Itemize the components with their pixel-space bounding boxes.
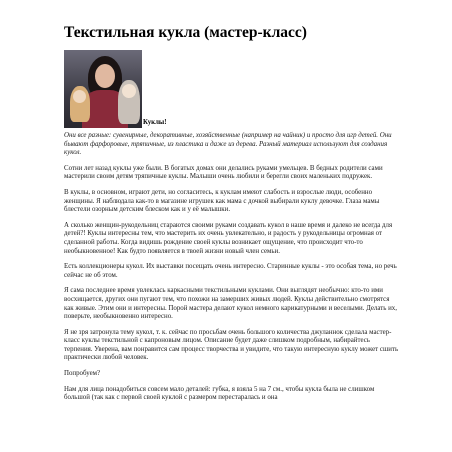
article-body xyxy=(64,132,400,410)
paragraph: А сколько женщин-рукодельниц стараются своими руками создавать кукол в наше время и далеко не всегда для детей?! Куклы интересны тем, что мастерить их очень увлекательно, и радость у рукодельницы огромная от сделанной работы. Когда видишь рождение своей куклы возникает ощущение, что происходит что-то необыкновенное! Как будто появляется в твоей жизни новый член семьи. xyxy=(64,221,393,255)
paragraph: Я не зря затронула тему кукол, т. к. сейчас по просьбам очень большого количества джуланнок сделала мастер-класс куклы текстильной с капроновым лицом. Описание будет даже слишком подробным, набирайтесь терпения. Уверена, вам понравится сам процесс творчества и увидите, что такую интересную куклу может сшить практически любой человек. xyxy=(64,328,399,362)
photo-caption: Куклы! xyxy=(143,119,167,126)
paragraph: Попробуем? xyxy=(64,370,101,378)
dolls-photo xyxy=(64,50,142,128)
paragraph: Я сама последнее время увлеклась каркасными текстильными куклами. Они выглядят необычно: кто-то ими восхищается, других они пугают тем, что похожи на замерших живых людей. Куклы действительно смотрятся как живые. Этим они и интересны. Порой мастера делают кукол немного карикатурными и веселыми. Делать их, поверьте, необыкновенно интересно. xyxy=(64,287,397,321)
paragraph: В куклы, в основном, играют дети, но согласитесь, к куклам имеют слабость и взрослые люди, особенно женщины. Я наблюдала как-то в магазине игрушек как мама с дочкой выбирали куклу девочке. Глаза мамы блестели озорным детским блеском как и у её малышки. xyxy=(64,188,380,214)
page-title: Текстильная кукла (мастер-класс) xyxy=(64,24,307,41)
paragraph: Есть коллекционеры кукол. Их выставки посещать очень интересно. Старинные куклы - это особая тема, но речь сейчас не об этом. xyxy=(64,263,397,279)
intro-paragraph: Они все разные: сувенирные, декоративные, хозяйственные (например на чайник) и просто для игр детей. Они бывают фарфоровые, тряпичные, из пластика и даже из дерева. Разный материал используют для создания кукол. xyxy=(64,132,392,157)
paragraph: Нам для лица понадобиться совсем мало деталей: губка, я взяла 5 на 7 см., чтобы кукла была не слишком большой (так как с первой своей куклой с размером перестаралась и она xyxy=(64,385,375,402)
paragraph: Сотни лет назад куклы уже были. В богатых домах они делались руками умельцев. В бедных родители сами мастерили своим детям тряпичные куклы. Малыши очень любили и берегли своих маленьких подружек. xyxy=(64,164,383,181)
